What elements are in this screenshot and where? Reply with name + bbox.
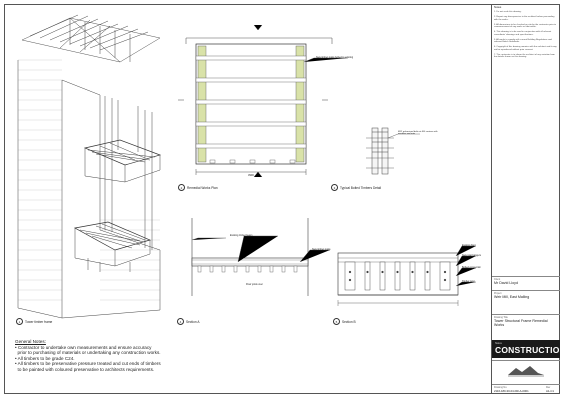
architect-logo-icon (506, 364, 546, 378)
status-banner (492, 340, 566, 358)
client-caption: Client (494, 278, 501, 281)
general-note-line: to be painted with coloured preservative to architects requirements. (15, 366, 155, 372)
revision: A1-C1 (546, 388, 554, 393)
project-caption: Project (494, 292, 502, 295)
side-notes (494, 6, 558, 271)
secA-note2: Floor joists over (246, 283, 263, 286)
general-note-line: prior to purchasing of materials or undertaking any construction works. (15, 350, 161, 355)
side-note: 4. This drawing is to be read in conjunction with all relevant consultants' drawings and specifications. (494, 31, 552, 36)
title-block (491, 4, 566, 394)
status-caption: Status (495, 341, 502, 345)
view5-number: 5 (333, 318, 340, 325)
side-notes-header: Notes (494, 5, 502, 9)
drawing-title-caption: Drawing Title (494, 316, 508, 319)
side-note: 6. Copyright of this drawing remains with the architect and it may not be reproduced without prior consent. (494, 46, 557, 51)
general-note-line: • All timbers to be preservative pressure treated and cut ends of timbers (15, 361, 161, 366)
secB-note2: New joist hangers (462, 254, 482, 257)
section-b (338, 246, 476, 306)
plan-dim-label: 3900 (248, 174, 254, 177)
status-label: CONSTRUCTION (495, 345, 566, 355)
drawing-number: 2116-180-30-04-DR-A-0001 (494, 388, 529, 393)
view3-title: Typical Bolted Timbers Detail (340, 186, 382, 190)
secB-note1: Existing floor (462, 244, 476, 247)
remedial-works-plan (178, 25, 348, 177)
side-note: 7. The contractor is to inform the architect of any variation from the details shown on this drawing. (494, 53, 555, 59)
tower-frame-axonometric (18, 15, 160, 318)
side-note: 3. All dimensions to be checked on site by the contractor prior to commencement of any works or fabrication. (494, 23, 557, 29)
drawing-no-caption: Drawing No. (494, 385, 508, 389)
view4-number: 4 (177, 318, 184, 325)
revision-caption: Rev (546, 385, 551, 389)
drawing-title-row (492, 314, 560, 336)
project-row (492, 290, 560, 302)
logo-row (492, 360, 560, 382)
view5-title: Section B (342, 320, 356, 324)
side-note: 1. Do not scale this drawing. (494, 10, 522, 13)
side-note: 2. Report any discrepancies to the architect before proceeding with the works. (494, 15, 555, 21)
secA-note1: Existing timber beam (230, 234, 253, 237)
secB-note4: Timber post (462, 280, 475, 283)
view1-title: Tower timber frame (25, 320, 53, 324)
view1-number: 1 (16, 318, 23, 325)
client-row (492, 276, 560, 286)
view4-title: Section A (186, 320, 200, 324)
drawing-title: Tower Structural Frame Remedial Works (494, 319, 548, 328)
view3-number: 3 (331, 184, 338, 191)
project-name: Weir Mill, East Malling (494, 295, 530, 299)
general-notes (15, 339, 215, 372)
view2-title: Remedial Works Plan (187, 186, 218, 190)
general-note-line: • All timbers to be grade C24. (15, 355, 75, 361)
view2-number: 2 (178, 184, 185, 191)
general-note-line: • Contractor to undertake own measurements and ensure accuracy (15, 344, 152, 350)
general-notes-title: General Notes: (15, 339, 46, 344)
drawing-number-row (492, 384, 560, 394)
plan-note: New timber posts bolted to existing (316, 56, 354, 59)
client-name: Mr David Lloyd (494, 281, 518, 285)
side-note: 5. All works to comply with current Building Regulations and relevant British Standards. (494, 38, 552, 44)
detail-note: M12 galvanised bolts at 400 centres with washers and nuts (398, 131, 438, 135)
secA-note3: New timber posts (312, 248, 331, 251)
secB-note3: Bolted connection (462, 266, 482, 269)
